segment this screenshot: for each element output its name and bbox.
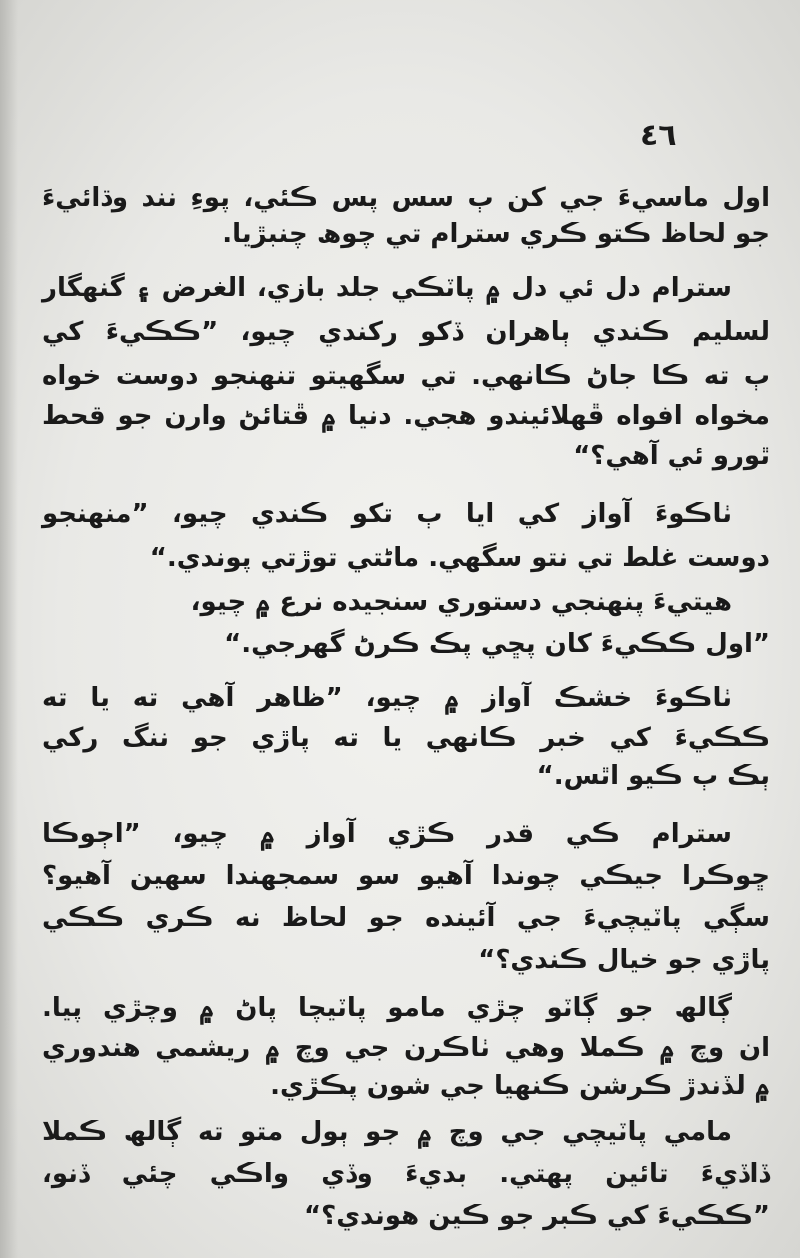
text-line: ڏاڏيءَ تائين پهتي. بديءَ وڏي واڪي چئي ڏنو، [42,1159,770,1189]
text-line: اول ماسيءَ جي کن ٻ سس پس ڪئي، پوءِ نند وڌائيءَ [42,183,770,213]
text-line: سترام ڪي قدر ڪڙي آواز ۾ چيو، ”اڄوڪا [42,819,732,849]
page-number: ٤٦ [640,118,677,153]
text-line: لسليم ڪندي ٻاهران ڏکو رکندي چيو، ”ڪڪيءَ کي [42,317,770,347]
text-line: ٿورو ئي آهي؟“ [573,441,770,471]
text-line: ۾ لڏندڙ ڪرشن ڪنهيا جي شون پڪڙي. [270,1071,770,1101]
text-line: دوست غلط تي نتو سگهي. ماڻتي توڙتي پوندي.“ [149,543,770,573]
text-line: ڪڪيءَ کي خبر ڪانهي يا ته پاڙي جو ننگ رکي [42,723,770,753]
text-line: ”ڪڪيءَ کي ڪبر جو ڪين هوندي؟“ [304,1201,770,1231]
page-edge-shadow [0,0,18,1258]
text-line: ان وچ ۾ ڪملا وهي ٺاڪرن جي وچ ۾ ريشمي هندوري [42,1033,770,1063]
text-line: ٺاڪوءَ آواز کي ايا ٻ تکو ڪندي چيو، ”منهنجو [42,499,732,529]
text-line: ڳالھ جو ڳاٽو چڙي مامو پاٽيچا پاڻ ۾ وچڙي پيا. [42,993,732,1023]
text-line: هيتيءَ پنهنجي دستوري سنجيده نرع ۾ چيو، [190,587,732,617]
text-line: ڇوڪرا جيڪي چوندا آهيو سو سمجهندا سهين آهيو؟ [42,861,770,891]
text-line: مامي پاٽيچي جي وچ ۾ جو ٻول متو ته ڳالھ ڪملا [42,1117,732,1147]
text-line: ٻڪ ٻ ڪيو اٿس.“ [536,761,770,791]
text-line: ٺاڪوءَ خشڪ آواز ۾ چيو، ”ظاهر آهي ته يا ته [42,683,732,713]
text-line: سڳي پاٽيچيءَ جي آئينده جو لحاظ نه ڪري ڪڪي [42,903,770,933]
text-line: سترام دل ئي دل ۾ پاٽڪي جلد بازي، الغرض ۽ گنهگار [42,273,732,303]
text-line: پاڙي جو خيال ڪندي؟“ [478,945,770,975]
text-line: مخواه افواه ڦهلائيندو هجي. دنيا ۾ ڦتائڻ وارن جو قحط [42,401,770,431]
text-line: ٻ ته ڪا جاڻ ڪانهي. تي سگهيتو تنهنجو دوست خواه [42,361,770,391]
text-line: جو لحاظ ڪتو ڪري سترام تي چوھ چنبڙيا. [222,219,770,249]
text-line: ”اول ڪڪيءَ کان پڇي پڪ ڪرڻ گهرجي.“ [224,629,770,659]
